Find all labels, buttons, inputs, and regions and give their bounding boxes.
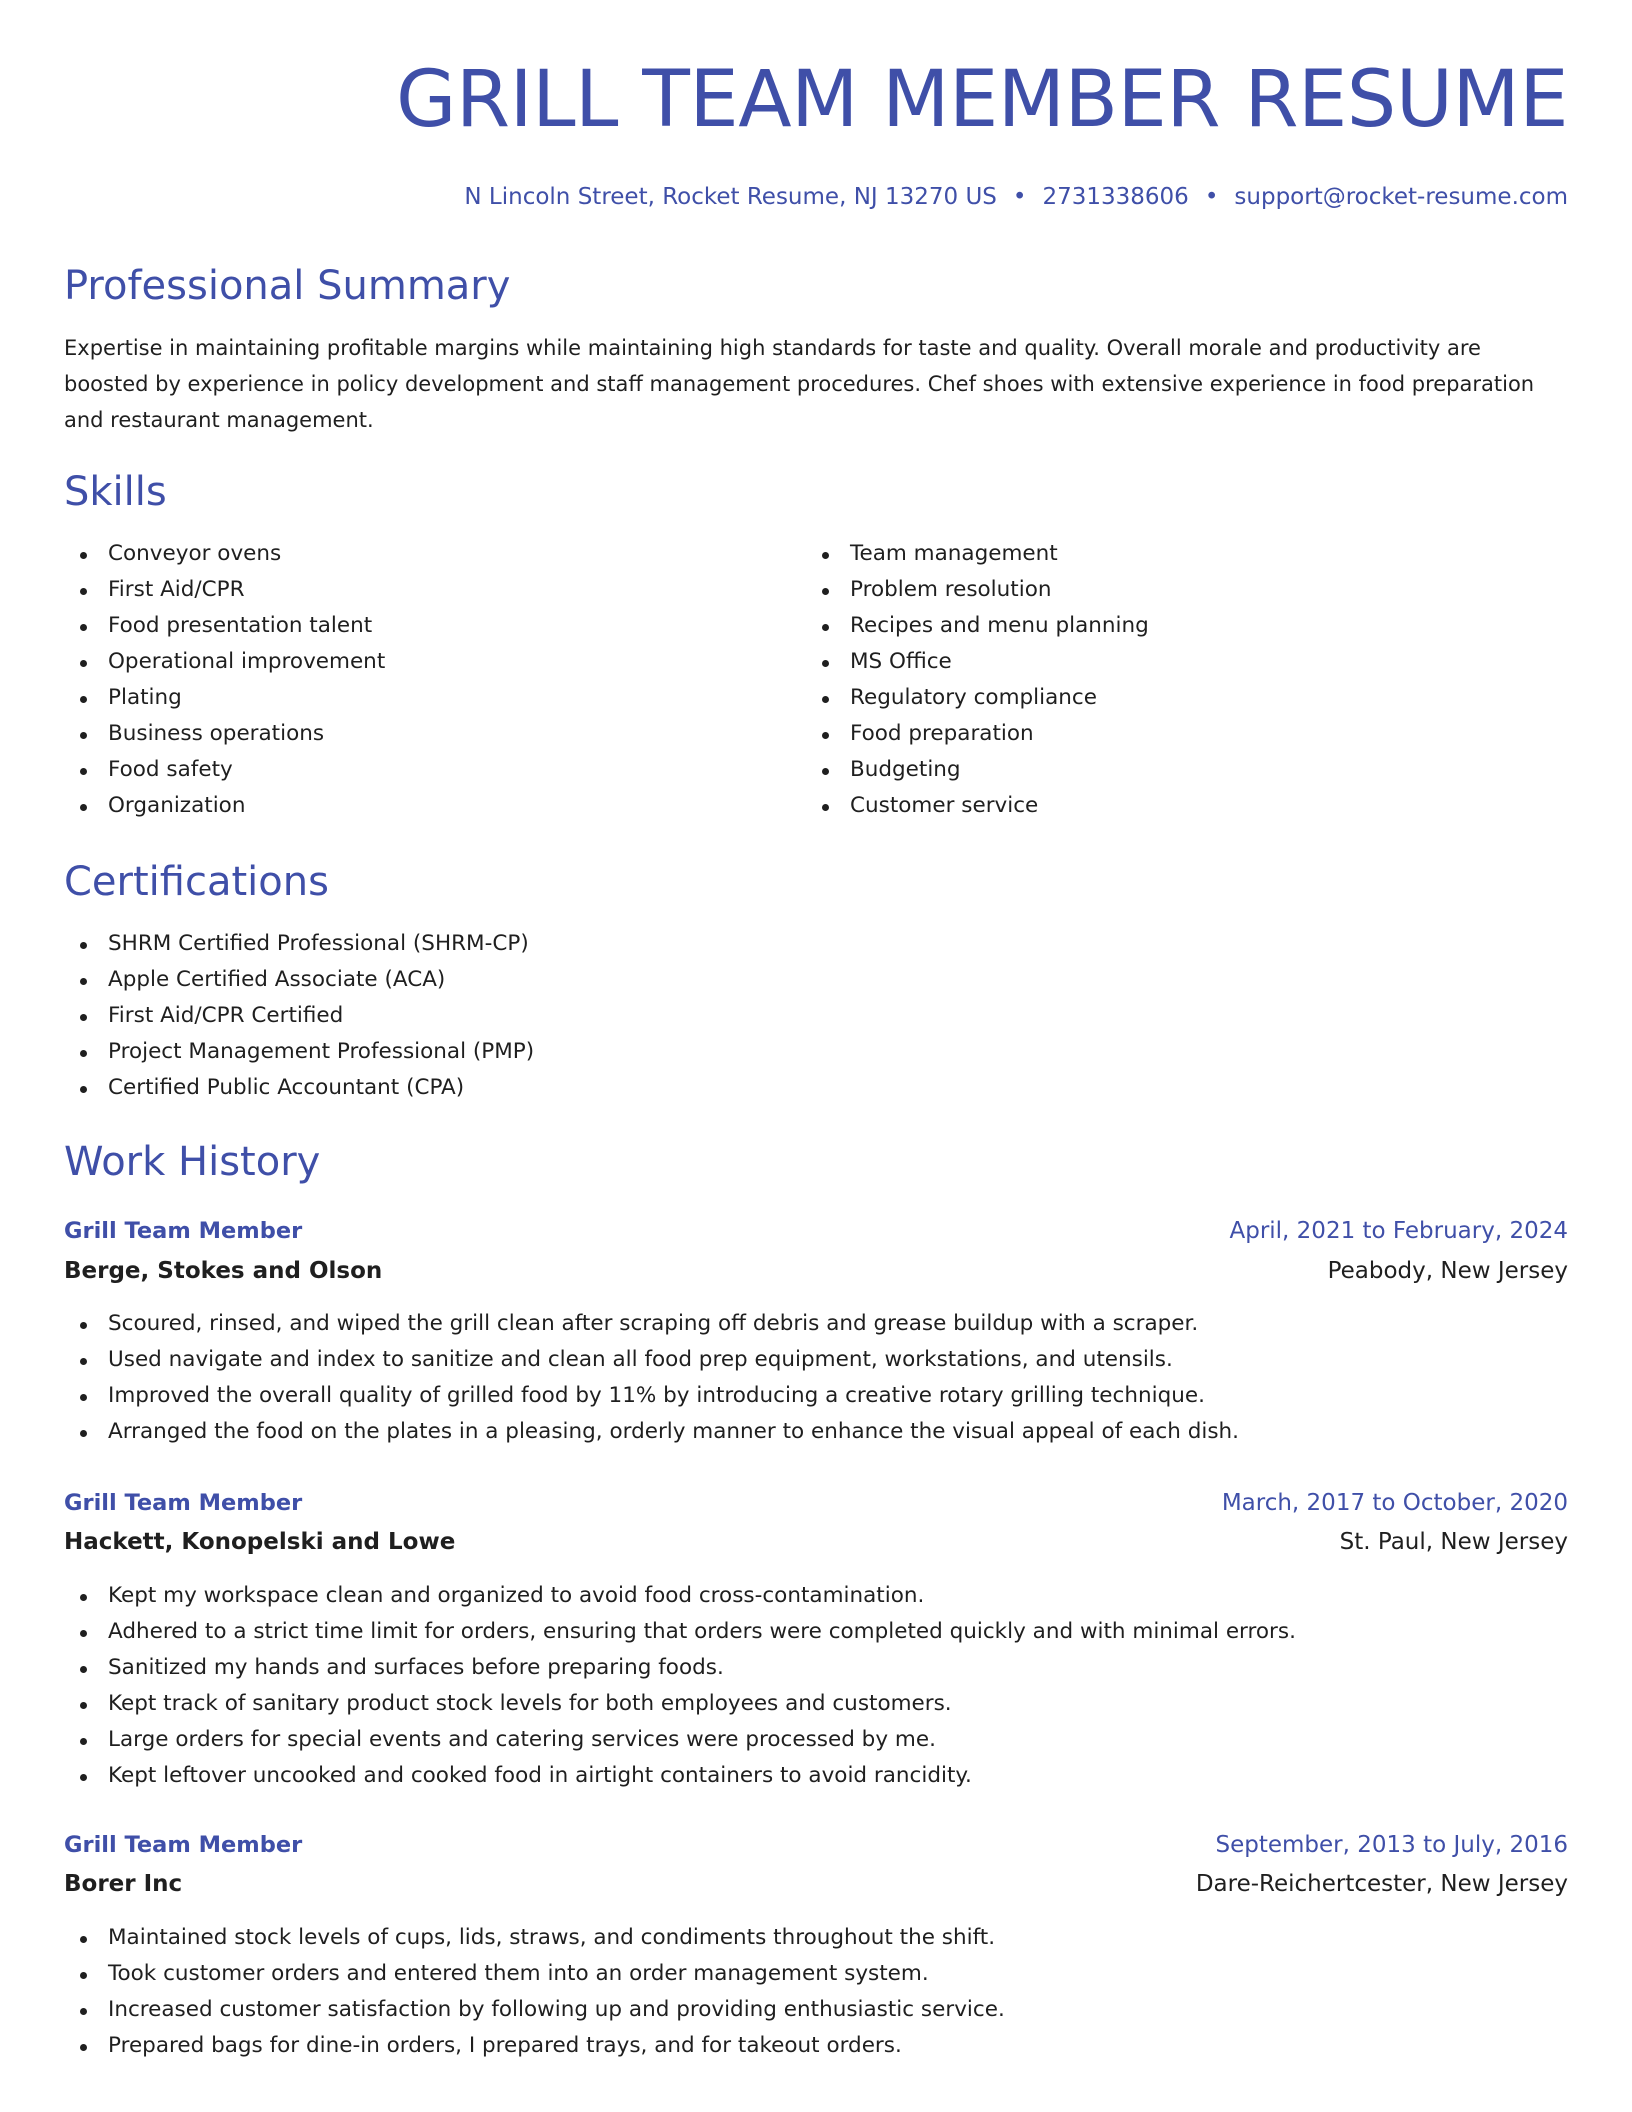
job-title-row: [64, 1826, 1568, 1864]
job-title-row: [64, 1484, 1568, 1522]
job-bullets: [64, 1306, 1568, 1450]
skill-item: Operational improvement: [64, 644, 784, 680]
skill-item: MS Office: [806, 644, 1526, 680]
job-location: Dare-Reichertcester, New Jersey: [1195, 1871, 1568, 1897]
skill-item: Problem resolution: [806, 572, 1526, 608]
skill-item: Plating: [64, 680, 784, 716]
skill-item: First Aid/CPR: [64, 572, 784, 608]
job-bullet: Sanitized my hands and surfaces before preparing foods.: [64, 1650, 1568, 1686]
skills-heading: Skills: [64, 469, 167, 515]
job-title: Grill Team Member: [64, 1490, 303, 1516]
job-bullet: Kept my workspace clean and organized to avoid food cross-contamination.: [64, 1578, 1568, 1614]
skills-list-left: [64, 536, 784, 824]
contact-phone: 2731338606: [1042, 184, 1189, 210]
job-title-row: [64, 1212, 1568, 1250]
job-dates: March, 2017 to October, 2020: [1221, 1490, 1568, 1516]
job-bullet: Took customer orders and entered them into an order management system.: [64, 1956, 1568, 1992]
job-bullet: Arranged the food on the plates in a pleasing, orderly manner to enhance the visual appeal of each dish.: [64, 1414, 1568, 1450]
job-location: Peabody, New Jersey: [1327, 1258, 1568, 1284]
summary-text: Expertise in maintaining profitable margins while maintaining high standards for taste and quality. Overall morale and productivity are boosted by experience in policy development and staff management procedures. Chef shoes with extensive experience in food preparation and restaurant management.: [64, 336, 1535, 432]
job-title: Grill Team Member: [64, 1832, 303, 1858]
skill-item: Conveyor ovens: [64, 536, 784, 572]
job-bullet: Kept leftover uncooked and cooked food in airtight containers to avoid rancidity.: [64, 1758, 1568, 1794]
job-company: Borer Inc: [64, 1871, 183, 1897]
resume-title: GRILL TEAM MEMBER RESUME: [395, 55, 1568, 145]
skill-item: Customer service: [806, 788, 1526, 824]
contact-separator: •: [1012, 184, 1027, 210]
certifications-list: [64, 926, 1568, 1106]
job-bullet: Large orders for special events and catering services were processed by me.: [64, 1722, 1568, 1758]
skill-item: Organization: [64, 788, 784, 824]
work-history-heading: Work History: [64, 1139, 321, 1185]
skill-item: Food safety: [64, 752, 784, 788]
job-company: Hackett, Konopelski and Lowe: [64, 1529, 456, 1555]
certification-item: SHRM Certified Professional (SHRM-CP): [64, 926, 1568, 962]
job-bullets: [64, 1920, 1568, 2064]
job-bullet: Kept track of sanitary product stock levels for both employees and customers.: [64, 1686, 1568, 1722]
skill-item: Team management: [806, 536, 1526, 572]
job-bullet: Used navigate and index to sanitize and clean all food prep equipment, workstations, and utensils.: [64, 1342, 1568, 1378]
job-bullet: Prepared bags for dine-in orders, I prepared trays, and for takeout orders.: [64, 2028, 1568, 2064]
job-company-row: [64, 1523, 1568, 1561]
skill-item: Food presentation talent: [64, 608, 784, 644]
job-dates: September, 2013 to July, 2016: [1215, 1832, 1568, 1858]
skill-item: Business operations: [64, 716, 784, 752]
certification-item: Project Management Professional (PMP): [64, 1034, 1568, 1070]
job-bullet: Scoured, rinsed, and wiped the grill clean after scraping off debris and grease buildup with a scraper.: [64, 1306, 1568, 1342]
job-title: Grill Team Member: [64, 1218, 303, 1244]
summary-heading: Professional Summary: [64, 263, 511, 309]
job-bullet: Adhered to a strict time limit for orders, ensuring that orders were completed quickly and with minimal errors.: [64, 1614, 1568, 1650]
skill-item: Regulatory compliance: [806, 680, 1526, 716]
skill-item: Recipes and menu planning: [806, 608, 1526, 644]
certification-item: First Aid/CPR Certified: [64, 998, 1568, 1034]
contact-email[interactable]: support@rocket-resume.com: [1234, 184, 1568, 210]
job-dates: April, 2021 to February, 2024: [1229, 1218, 1568, 1244]
job-company: Berge, Stokes and Olson: [64, 1258, 383, 1284]
certifications-heading: Certifications: [64, 859, 329, 905]
certification-item: Apple Certified Associate (ACA): [64, 962, 1568, 998]
contact-line: [464, 180, 1568, 214]
certification-item: Certified Public Accountant (CPA): [64, 1070, 1568, 1106]
job-bullets: [64, 1578, 1568, 1794]
contact-address: N Lincoln Street, Rocket Resume, NJ 13270 US: [464, 184, 997, 210]
job-bullet: Maintained stock levels of cups, lids, straws, and condiments throughout the shift.: [64, 1920, 1568, 1956]
skill-item: Budgeting: [806, 752, 1526, 788]
skills-list-right: [806, 536, 1526, 824]
job-company-row: [64, 1252, 1568, 1290]
contact-separator: •: [1204, 184, 1219, 210]
job-bullet: Increased customer satisfaction by following up and providing enthusiastic service.: [64, 1992, 1568, 2028]
job-company-row: [64, 1865, 1568, 1903]
skill-item: Food preparation: [806, 716, 1526, 752]
job-location: St. Paul, New Jersey: [1339, 1529, 1568, 1555]
job-bullet: Improved the overall quality of grilled food by 11% by introducing a creative rotary grilling technique.: [64, 1378, 1568, 1414]
